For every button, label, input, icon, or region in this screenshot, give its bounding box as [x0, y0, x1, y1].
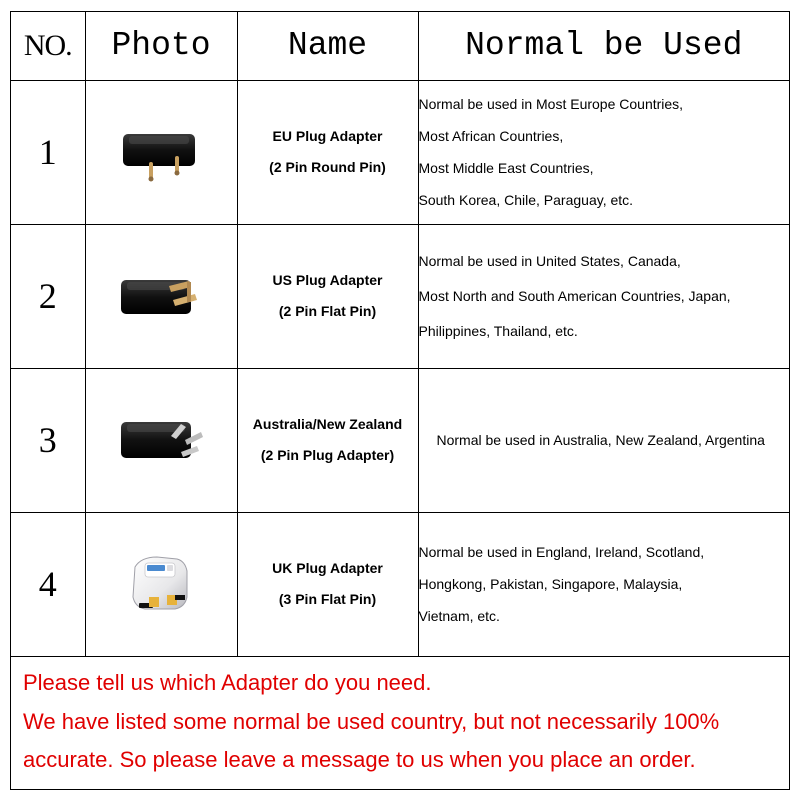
adapter-table: [11, 12, 789, 657]
row-usage: [418, 80, 789, 224]
header-photo: Photo: [85, 12, 237, 80]
notice-line: accurate. So please leave a message to us when you place an order.: [23, 747, 696, 772]
row-photo: [85, 224, 237, 368]
au-nz-plug-adapter-icon: [111, 410, 211, 470]
row-usage: [418, 224, 789, 368]
usage-line: South Korea, Chile, Paraguay, etc.: [418, 192, 634, 208]
row-number: 2: [11, 224, 85, 368]
uk-plug-adapter-icon: [111, 549, 211, 619]
name-line: US Plug Adapter: [272, 272, 383, 288]
notice-line: We have listed some normal be used country, but not necessarily 100%: [23, 708, 720, 734]
header-usage: Normal be Used: [418, 12, 789, 80]
usage-line: Normal be used in Most Europe Countries,: [418, 96, 684, 112]
row-name: [237, 224, 418, 368]
usage-line: Normal be used in United States, Canada,: [418, 252, 681, 269]
table-row: [11, 368, 789, 512]
row-photo: [85, 80, 237, 224]
name-subline: (2 Pin Plug Adapter): [260, 447, 395, 463]
row-name: [237, 368, 418, 512]
usage-line: Normal be used in England, Ireland, Scotland,: [418, 544, 705, 560]
row-number: 1: [11, 80, 85, 224]
table-header-row: [11, 12, 789, 80]
usage-line: Most North and South American Countries, Japan,: [418, 287, 731, 304]
row-number: 4: [11, 512, 85, 656]
us-plug-adapter-icon: [111, 266, 211, 326]
header-name: Name: [237, 12, 418, 80]
name-line: EU Plug Adapter: [272, 128, 383, 144]
header-no: NO.: [11, 12, 85, 80]
table-row: [11, 224, 789, 368]
name-line: UK Plug Adapter: [272, 560, 383, 576]
row-number: 3: [11, 368, 85, 512]
usage-line: Philippines, Thailand, etc.: [418, 322, 578, 339]
row-name: [237, 512, 418, 656]
notice-line: Please tell us which Adapter do you need.: [23, 670, 432, 695]
name-subline: (3 Pin Flat Pin): [278, 591, 377, 607]
row-usage: [418, 368, 789, 512]
row-usage: [418, 512, 789, 656]
name-line: Australia/New Zealand: [252, 416, 403, 432]
row-photo: [85, 368, 237, 512]
table-row: [11, 512, 789, 656]
table-row: [11, 80, 789, 224]
usage-line: Vietnam, etc.: [418, 608, 500, 624]
usage-line: Normal be used in Australia, New Zealand, Argentina: [436, 432, 765, 448]
row-photo: [85, 512, 237, 656]
eu-plug-adapter-icon: [111, 122, 211, 182]
order-notice: [23, 664, 783, 780]
usage-line: Most Middle East Countries,: [418, 160, 594, 176]
adapter-chart: [10, 11, 790, 790]
usage-line: Most African Countries,: [418, 128, 564, 144]
row-name: [237, 80, 418, 224]
usage-line: Hongkong, Pakistan, Singapore, Malaysia,: [418, 576, 683, 592]
name-subline: (2 Pin Flat Pin): [278, 303, 377, 319]
name-subline: (2 Pin Round Pin): [269, 159, 386, 175]
